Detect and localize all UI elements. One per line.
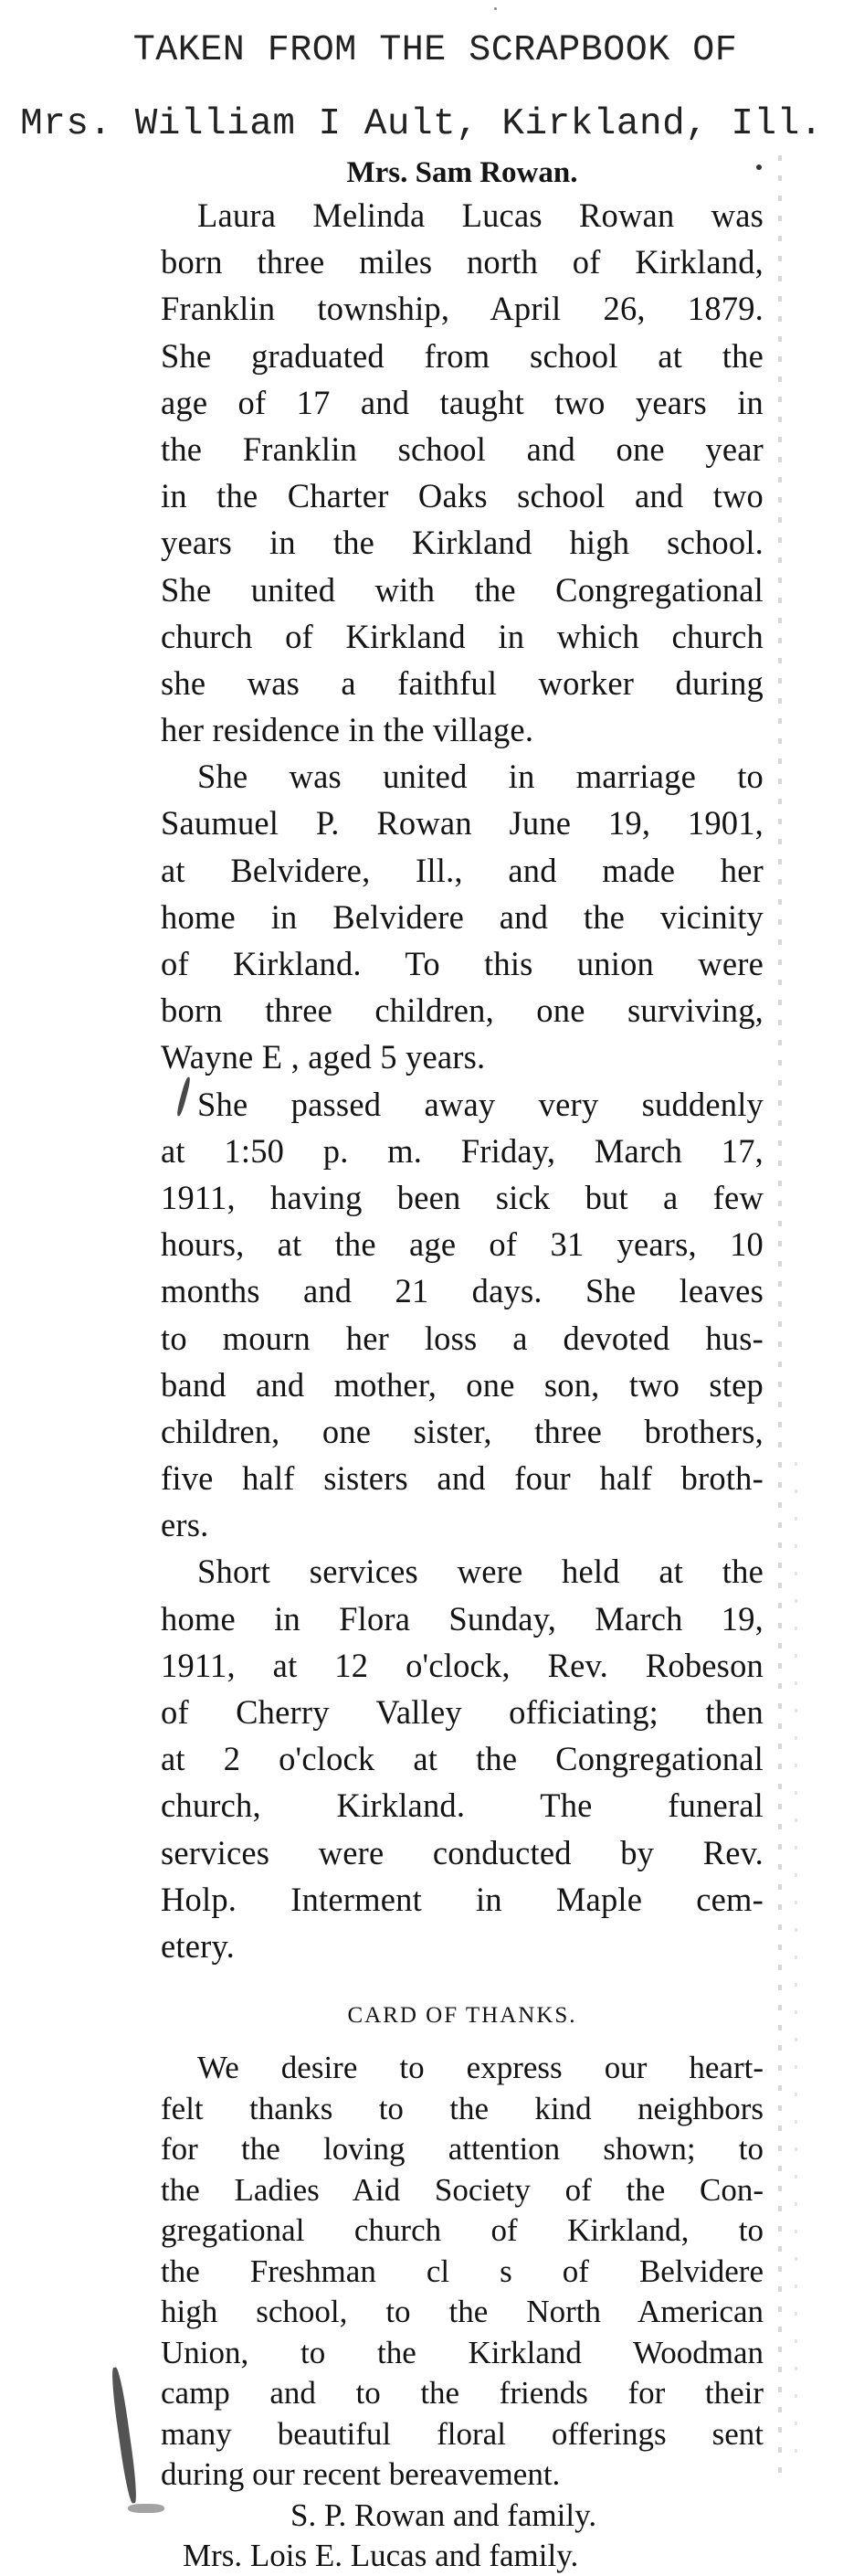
text-line: We desire to express our heart- [197,2050,764,2086]
text-line: children, one sister, three brothers, [161,1412,764,1450]
text-line: Franklin township, April 26, 1879. [161,290,764,328]
text-line: etery. [161,1926,235,1965]
text-line: band and mother, one son, two step [161,1365,764,1404]
obituary-paragraph-2 [161,753,764,1080]
newspaper-clipping [161,154,764,2576]
text-line: the Ladies Aid Society of the Con- [161,2171,764,2208]
typed-header [0,30,843,145]
clipping-right-edge [778,155,782,2476]
print-speck [756,164,762,170]
text-line: She passed away very suddenly [197,1085,764,1123]
text-line: 1911, having been sick but a few [161,1178,764,1216]
header-line-1: TAKEN FROM THE SCRAPBOOK OF [132,30,738,71]
text-line: church of Kirkland in which church [161,617,764,655]
obituary-paragraph-4 [161,1548,764,1969]
text-line: Holp. Interment in Maple cem- [161,1880,764,1918]
text-line: age of 17 and taught two years in [161,383,764,421]
text-line: her residence in the village. [161,711,534,749]
obituary-paragraph-1 [161,192,764,753]
text-line: months and 21 days. She leaves [161,1272,764,1310]
text-line: 1911, at 12 o'clock, Rev. Robeson [161,1646,764,1684]
text-line: she was a faithful worker during [161,663,764,702]
text-line: during our recent bereavement. [161,2456,561,2493]
text-line: hours, at the age of 31 years, 10 [161,1225,764,1264]
clipping-right-edge-shadow [795,1462,797,2467]
text-line: She united with the Congregational [161,570,764,609]
text-line: of Cherry Valley officiating; then [161,1693,764,1731]
text-line: home in Flora Sunday, March 19, [161,1599,764,1638]
text-line: for the loving attention shown; to [161,2131,764,2168]
text-line: at Belvidere, Ill., and made her [161,851,764,889]
ink-smudge [110,2367,140,2504]
text-line: to mourn her loss a devoted hus- [161,1319,764,1357]
obituary-paragraph-3 [161,1081,764,1549]
text-line: camp and to the friends for their [161,2375,764,2412]
text-line: the Franklin school and one year [161,429,764,468]
print-speck [494,7,497,10]
text-line: at 2 o'clock at the Congregational [161,1740,764,1778]
text-line: the Freshman cl s of Belvidere [161,2253,764,2289]
text-line: Short services were held at the [197,1553,764,1591]
text-line: ers. [161,1506,209,1544]
text-line: years in the Kirkland high school. [161,524,764,562]
text-line: gregational church of Kirkland, to [161,2212,764,2249]
text-line: services were conducted by Rev. [161,1833,764,1871]
text-line: Union, to the Kirkland Woodman [161,2334,764,2370]
text-line: five half sisters and four half broth- [161,1459,764,1498]
obituary-title: Mrs. Sam Rowan. [346,156,578,189]
card-of-thanks-title: CARD OF THANKS. [347,2003,577,2029]
text-line: high school, to the North American [161,2294,764,2330]
signature-lucas-family: Mrs. Lois E. Lucas and family. [183,2537,579,2573]
text-line: church, Kirkland. The funeral [161,1786,764,1825]
text-line: born three miles north of Kirkland, [161,243,764,281]
text-line: in the Charter Oaks school and two [161,477,764,515]
text-line: She was united in marriage to [197,758,764,796]
card-of-thanks-body [161,2048,764,2496]
text-line: She graduated from school at the [161,336,764,375]
text-line: many beautiful floral offerings sent [161,2415,764,2452]
text-line: home in Belvidere and the vicinity [161,897,764,936]
text-line: born three children, one surviving, [161,991,764,1030]
text-line: Saumuel P. Rowan June 19, 1901, [161,804,764,843]
text-line: felt thanks to the kind neighbors [161,2090,764,2126]
header-line-2: Mrs. William I Ault, Kirkland, Ill. [20,103,823,145]
text-line: of Kirkland. To this union were [161,945,764,982]
ink-smudge [128,2504,164,2513]
text-line: at 1:50 p. m. Friday, March 17, [161,1131,764,1170]
text-line: Wayne E , aged 5 years. [161,1038,486,1076]
signature-rowan-family: S. P. Rowan and family. [290,2496,597,2533]
text-line: Laura Melinda Lucas Rowan was [197,196,764,234]
obituary-body [161,192,764,1969]
